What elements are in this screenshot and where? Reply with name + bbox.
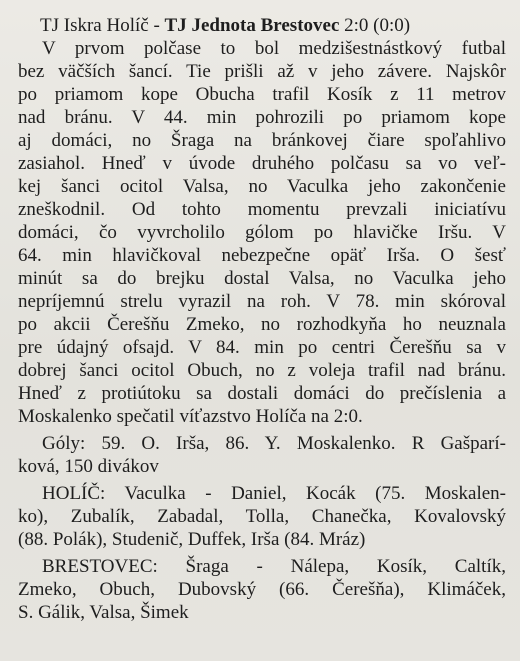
- holic-lineup-line: (88. Polák), Studenič, Duffek, Irša (84. Mráz): [18, 529, 366, 550]
- headline-home-team: TJ Iskra Holíč -: [40, 15, 165, 36]
- brestovec-lineup-line: BRESTOVEC: Šraga - Nálepa, Kosík, Caltík,: [42, 556, 506, 577]
- brestovec-lineup-line: Zmeko, Obuch, Dubovský (66. Čerešňa), Klimáček,: [18, 579, 506, 600]
- report-line: dobrej šanci ocitol Obuch, no z voleja trafil nad bránu.: [18, 360, 506, 381]
- report-line: domáci, čo vyvrcholilo gólom po hlavičke Iršu. V: [18, 222, 506, 243]
- holic-lineup-paragraph: [18, 482, 506, 551]
- brestovec-lineup-line: S. Gálik, Valsa, Šimek: [18, 602, 189, 623]
- report-line: kej šanci ocitol Valsa, no Vaculka jeho zakončenie: [18, 176, 506, 197]
- report-line: Hneď z protiútoku sa dostali domáci do prečíslenia a: [18, 383, 506, 404]
- report-line: minút sa do brejku dostal Valsa, no Vaculka jeho: [18, 268, 506, 289]
- goals-paragraph: [18, 432, 506, 478]
- brestovec-lineup-paragraph: [18, 555, 506, 624]
- goals-line: Góly: 59. O. Irša, 86. Y. Moskalenko. R Gašparí-: [42, 433, 506, 454]
- report-line: nad bránu. V 44. min pohrozili po priamom kope: [18, 107, 506, 128]
- headline-away-team: TJ Jednota Brestovec: [164, 15, 340, 36]
- report-line: po akcii Čerešňu Zmeko, no rozhodkyňa ho neuznala: [18, 314, 506, 335]
- report-line: po priamom kope Obucha trafil Kosík z 11 metrov: [18, 84, 506, 105]
- headline-score: 2:0 (0:0): [339, 15, 411, 36]
- holic-lineup-line: ko), Zubalík, Zabadal, Tolla, Chanečka, Kovalovský: [18, 506, 506, 527]
- report-line: bez väčších šancí. Tie prišli až v jeho závere. Najskôr: [18, 61, 506, 82]
- holic-lineup-line: HOLÍČ: Vaculka - Daniel, Kocák (75. Moskalen-: [42, 483, 506, 504]
- report-line: nepríjemnú strelu vyrazil na roh. V 78. min skóroval: [18, 291, 506, 312]
- report-line: zneškodnil. Od tohto momentu prevzali iniciatívu: [18, 199, 506, 220]
- match-headline: [40, 14, 506, 37]
- report-line: aj domáci, no Šraga na bránkovej čiare spoľahlivo: [18, 130, 506, 151]
- report-line: 64. min hlavičkoval nebezpečne opäť Irša. O šesť: [18, 245, 506, 266]
- match-report-paragraph: [18, 37, 506, 428]
- report-line: Moskalenko spečatil víťazstvo Holíča na 2:0.: [18, 406, 363, 427]
- report-line: pre údajný ofsajd. V 84. min po centri Čerešňu sa v: [18, 337, 506, 358]
- report-line: zasiahol. Hneď v úvode druhého polčasu sa vo veľ-: [18, 153, 506, 174]
- report-line: V prvom polčase to bol medzišestnástkový futbal: [42, 38, 506, 59]
- goals-line: ková, 150 divákov: [18, 456, 159, 477]
